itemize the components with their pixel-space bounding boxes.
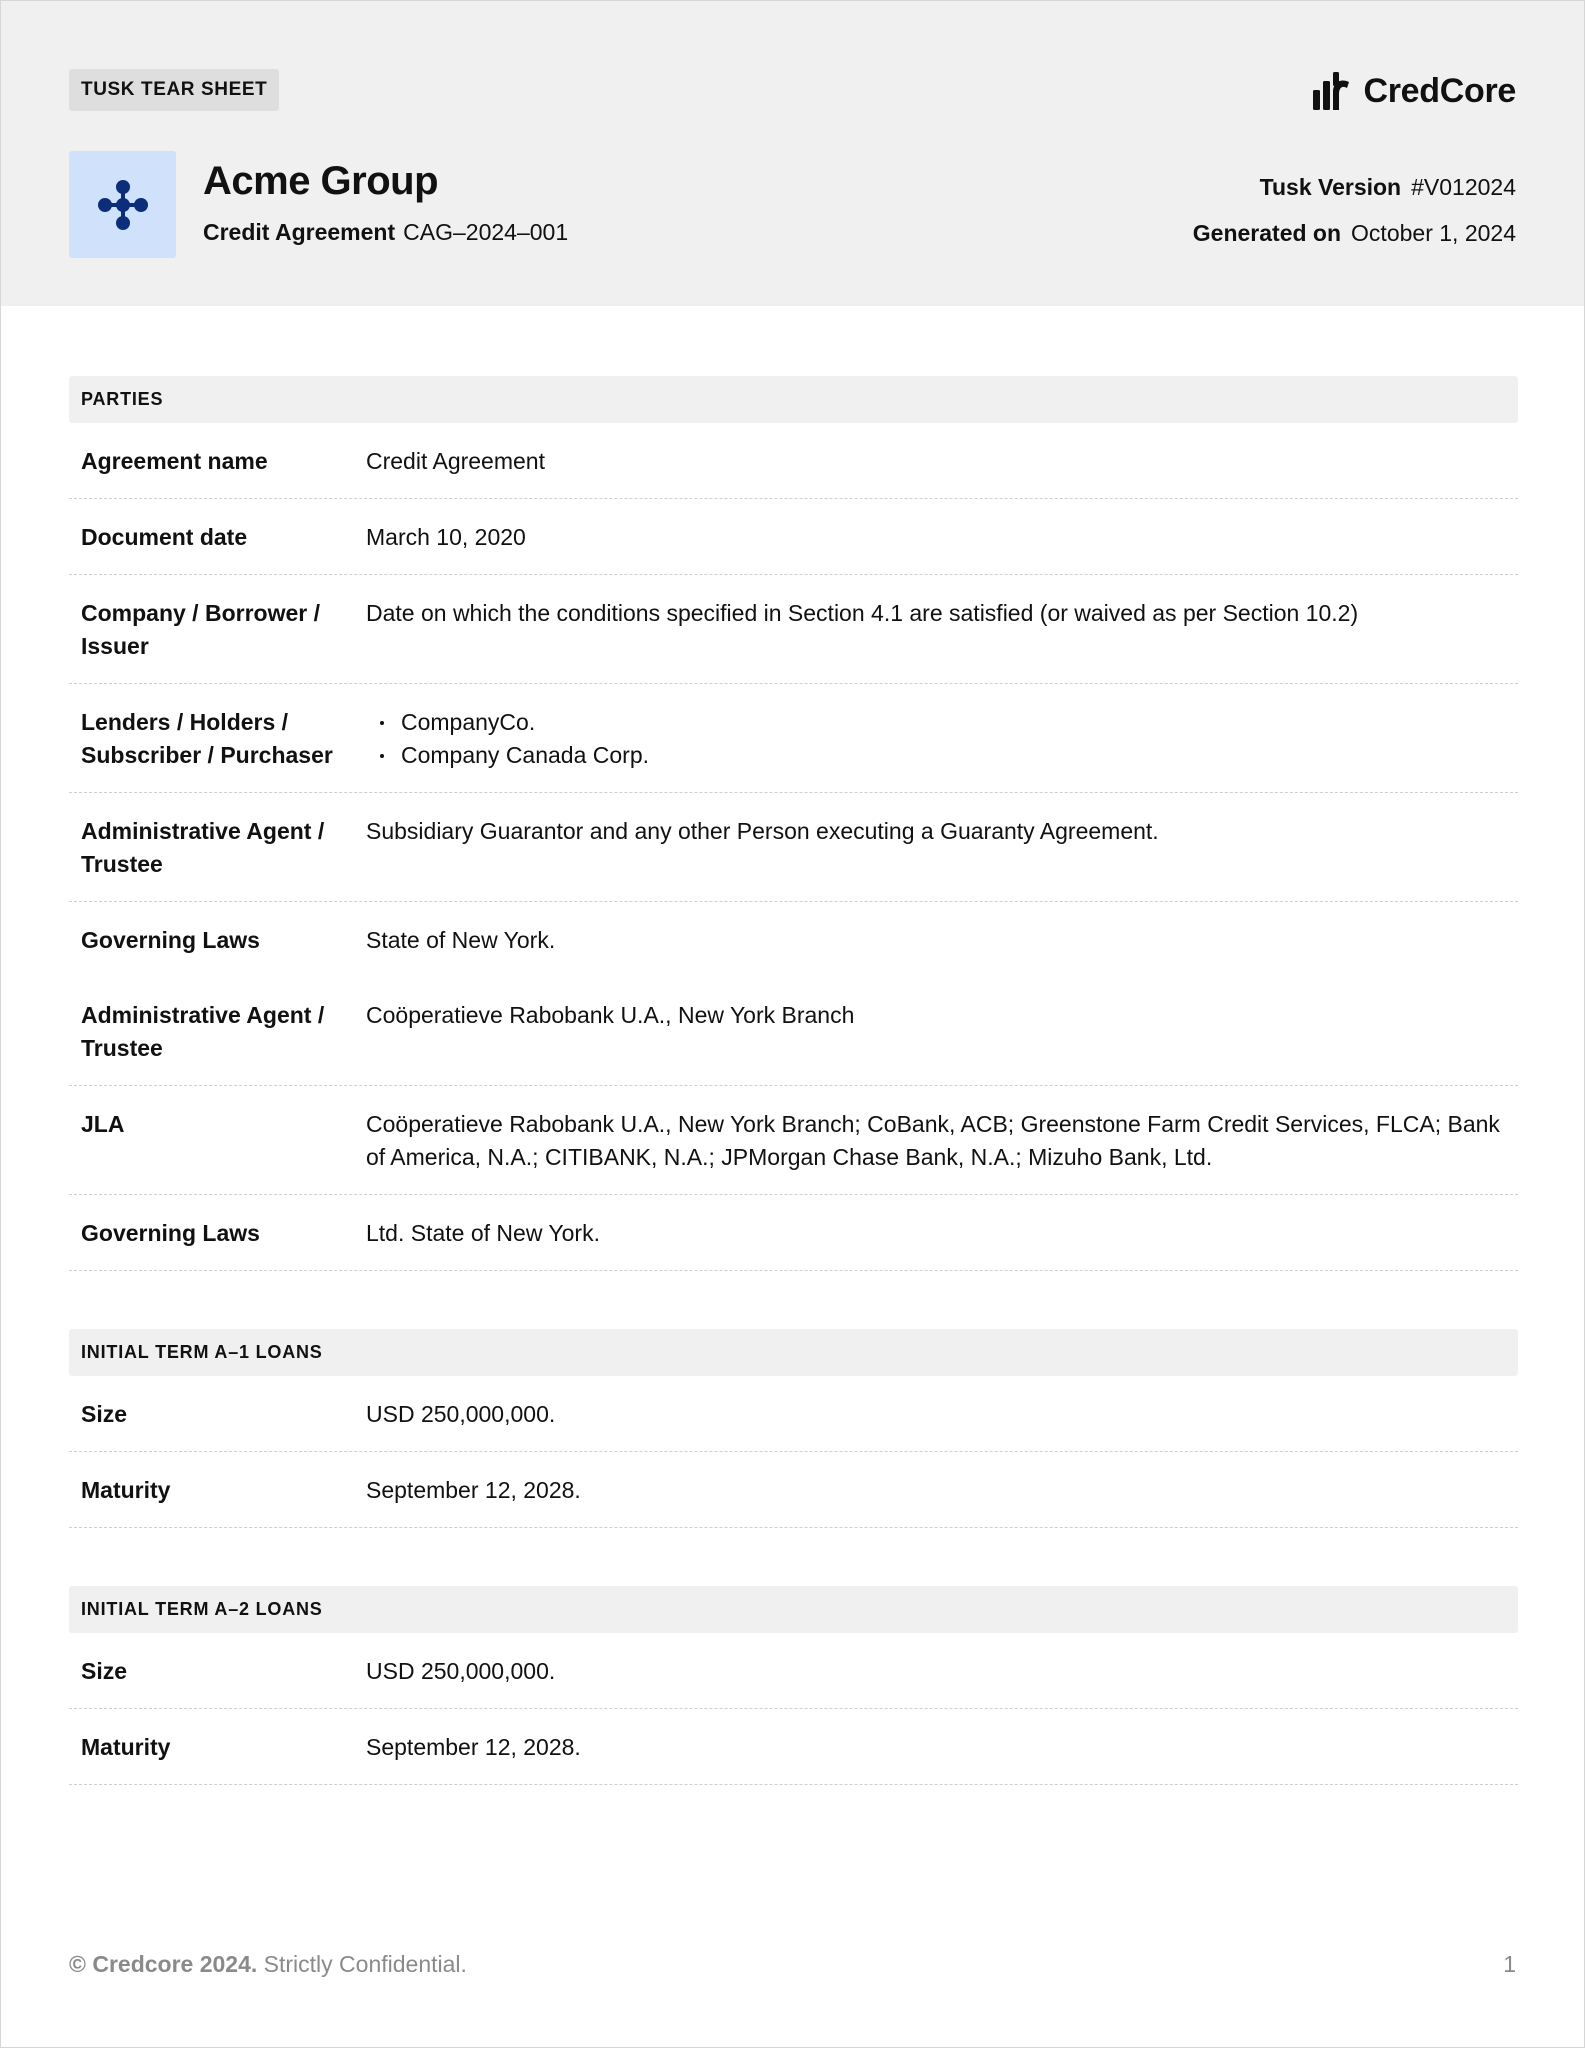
generated-line [1193, 210, 1516, 256]
row-value: Coöperatieve Rabobank U.A., New York Branch [366, 1002, 855, 1028]
row-value: September 12, 2028. [366, 1734, 581, 1760]
company-name: Acme Group [203, 159, 439, 203]
row-key: Lenders / Holders / Subscriber / Purchaser [81, 709, 333, 768]
list-item: CompanyCo. [366, 706, 1518, 739]
table-row [69, 423, 1518, 499]
row-key: Governing Laws [81, 927, 260, 953]
row-key: Administrative Agent / Trustee [81, 818, 325, 877]
agreement-line [203, 219, 568, 246]
header [1, 1, 1584, 306]
row-value: Ltd. State of New York. [366, 1220, 600, 1246]
table-row [69, 1376, 1518, 1452]
agreement-label: Credit Agreement [203, 219, 396, 245]
table-row [69, 1709, 1518, 1785]
list-item: Company Canada Corp. [366, 739, 1518, 772]
row-key: Administrative Agent / Trustee [81, 1002, 325, 1061]
row-value: Subsidiary Guarantor and any other Person executing a Guaranty Agreement. [366, 818, 1159, 844]
company-network-icon [95, 177, 151, 233]
table-row [69, 1452, 1518, 1528]
section-parties [69, 376, 1518, 1271]
version-value: #V012024 [1411, 174, 1516, 200]
row-value: Coöperatieve Rabobank U.A., New York Branch; CoBank, ACB; Greenstone Farm Credit Services, FLCA; Bank of America, N.A.; CITIBANK, N.A.; JPMorgan Chase Bank, N.A.; Mizuho Bank, Ltd. [366, 1111, 1500, 1170]
table-row [69, 977, 1518, 1086]
row-key: Company / Borrower / Issuer [81, 600, 320, 659]
sections-container [69, 376, 1518, 1843]
row-key: Agreement name [81, 448, 268, 474]
row-value: USD 250,000,000. [366, 1401, 556, 1427]
section-initial-term-a2-loans [69, 1586, 1518, 1785]
row-value: USD 250,000,000. [366, 1658, 556, 1684]
brand-name: CredCore [1363, 71, 1516, 110]
version-label: Tusk Version [1259, 174, 1402, 200]
row-value: State of New York. [366, 927, 556, 953]
footer [69, 1951, 1516, 1978]
document-tag: TUSK TEAR SHEET [69, 69, 279, 111]
agreement-id: CAG–2024–001 [403, 219, 569, 245]
row-value: Credit Agreement [366, 448, 545, 474]
section-title: PARTIES [69, 376, 1518, 423]
credcore-logo-icon [1311, 70, 1353, 112]
table-row [69, 575, 1518, 684]
table-row [69, 684, 1518, 793]
row-key: JLA [81, 1111, 125, 1137]
document-meta [1193, 164, 1516, 256]
confidential-note: Strictly Confidential. [263, 1951, 467, 1977]
lenders-list [366, 706, 1518, 772]
page-number: 1 [1503, 1951, 1516, 1977]
row-value: Date on which the conditions specified in Section 4.1 are satisfied (or waived as per Section 10.2) [366, 600, 1359, 626]
row-key: Size [81, 1658, 128, 1684]
company-logo [69, 151, 176, 258]
section-title: INITIAL TERM A–1 LOANS [69, 1329, 1518, 1376]
table-row [69, 499, 1518, 575]
generated-label: Generated on [1192, 220, 1342, 246]
copyright-brand: © Credcore 2024. [69, 1951, 258, 1977]
table-row [69, 1195, 1518, 1271]
version-line [1193, 164, 1516, 210]
row-value: March 10, 2020 [366, 524, 526, 550]
row-key: Document date [81, 524, 248, 550]
table-row [69, 902, 1518, 977]
table-row [69, 793, 1518, 902]
row-value [366, 706, 1518, 772]
row-key: Governing Laws [81, 1220, 260, 1246]
generated-value: October 1, 2024 [1351, 220, 1516, 246]
section-initial-term-a1-loans [69, 1329, 1518, 1528]
copyright [69, 1951, 467, 1978]
table-row [69, 1633, 1518, 1709]
row-key: Maturity [81, 1734, 171, 1760]
row-key: Maturity [81, 1477, 171, 1503]
table-row [69, 1086, 1518, 1195]
section-title: INITIAL TERM A–2 LOANS [69, 1586, 1518, 1633]
row-key: Size [81, 1401, 128, 1427]
brand-logo [1311, 69, 1516, 113]
row-value: September 12, 2028. [366, 1477, 581, 1503]
